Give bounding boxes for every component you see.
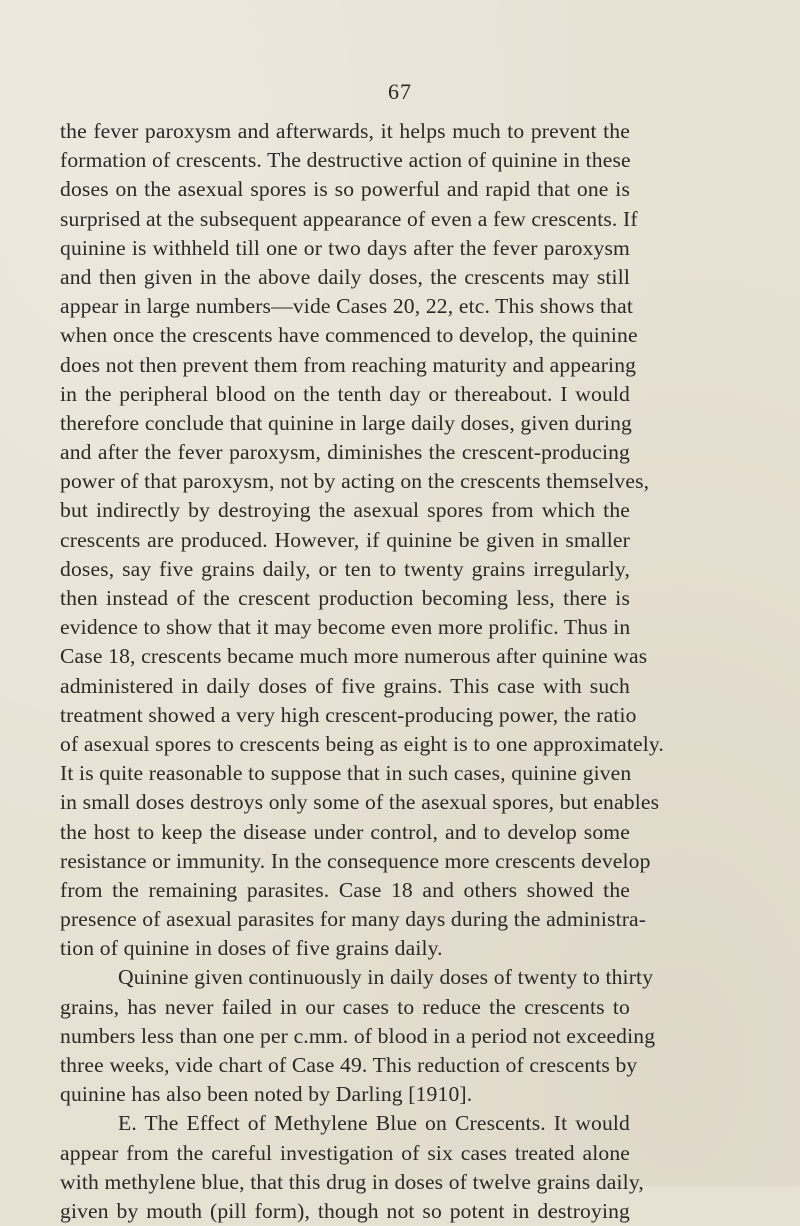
section-heading-line: E. The Effect of Methylene Blue on Crescents. It would xyxy=(118,1111,630,1136)
text-line: numbers less than one per c.mm. of blood in a period not exceeding xyxy=(60,1023,656,1048)
text-line: doses on the asexual spores is so powerful and rapid that one is xyxy=(60,177,630,202)
text-line: and then given in the above daily doses, the crescents may still xyxy=(60,264,630,289)
page-number: 67 xyxy=(388,79,412,104)
text-line: tion of quinine in doses of five grains daily. xyxy=(60,936,443,961)
text-line: appear in large numbers—vide Cases 20, 22, etc. This shows that xyxy=(60,294,633,319)
text-line: from the remaining parasites. Case 18 and others showed the xyxy=(60,877,630,902)
text-line: power of that paroxysm, not by acting on the crescents themselves, xyxy=(60,469,650,494)
text-line: and after the fever paroxysm, diminishes the crescent-producing xyxy=(60,440,630,465)
text-line: does not then prevent them from reaching maturity and appearing xyxy=(60,352,637,377)
body-text xyxy=(60,117,664,1226)
text-line: appear from the careful investigation of six cases treated alone xyxy=(60,1140,630,1165)
text-line: of asexual spores to crescents being as eight is to one approximately. xyxy=(60,731,664,756)
text-line: the fever paroxysm and afterwards, it helps much to prevent the xyxy=(60,119,630,143)
text-line: crescents are produced. However, if quinine be given in smaller xyxy=(60,527,630,552)
text-line: doses, say five grains daily, or ten to twenty grains irregularly, xyxy=(60,556,630,581)
text-line: evidence to show that it may become even more prolific. Thus in xyxy=(60,615,631,640)
text-line: three weeks, vide chart of Case 49. This reduction of crescents by xyxy=(60,1053,638,1077)
text-line: in small doses destroys only some of the asexual spores, but enables xyxy=(60,790,660,815)
text-line: treatment showed a very high crescent-producing power, the ratio xyxy=(60,702,637,727)
text-line: administered in daily doses of five grains. This case with such xyxy=(60,673,630,698)
text-line: when once the crescents have commenced to develop, the quinine xyxy=(60,323,638,348)
text-line: quinine is withheld till one or two days after the fever paroxysm xyxy=(60,235,630,260)
text-line: resistance or immunity. In the consequence more crescents develop xyxy=(60,848,651,873)
text-line: It is quite reasonable to suppose that in such cases, quinine given xyxy=(60,761,632,786)
text-line: formation of crescents. The destructive action of quinine in these xyxy=(60,148,631,173)
text-line: therefore conclude that quinine in large daily doses, given during xyxy=(60,410,632,435)
text-line: the host to keep the disease under control, and to develop some xyxy=(60,819,630,844)
text-line: Quinine given continuously in daily doses of twenty to thirty xyxy=(118,965,654,990)
text-line: Case 18, crescents became much more numerous after quinine was xyxy=(60,644,648,669)
text-line: presence of asexual parasites for many days during the administra- xyxy=(60,907,647,932)
text-line: grains, has never failed in our cases to reduce the crescents to xyxy=(60,994,630,1019)
text-line: quinine has also been noted by Darling [1910]. xyxy=(60,1082,473,1107)
text-line: with methylene blue, that this drug in doses of twelve grains daily, xyxy=(60,1169,644,1194)
text-line: surprised at the subsequent appearance of even a few crescents. If xyxy=(60,206,638,231)
text-line: but indirectly by destroying the asexual spores from which the xyxy=(60,498,630,523)
text-line: given by mouth (pill form), though not so potent in destroying xyxy=(60,1198,630,1223)
text-line: then instead of the crescent production becoming less, there is xyxy=(60,586,630,610)
text-line: in the peripheral blood on the tenth day or thereabout. I would xyxy=(60,381,630,406)
